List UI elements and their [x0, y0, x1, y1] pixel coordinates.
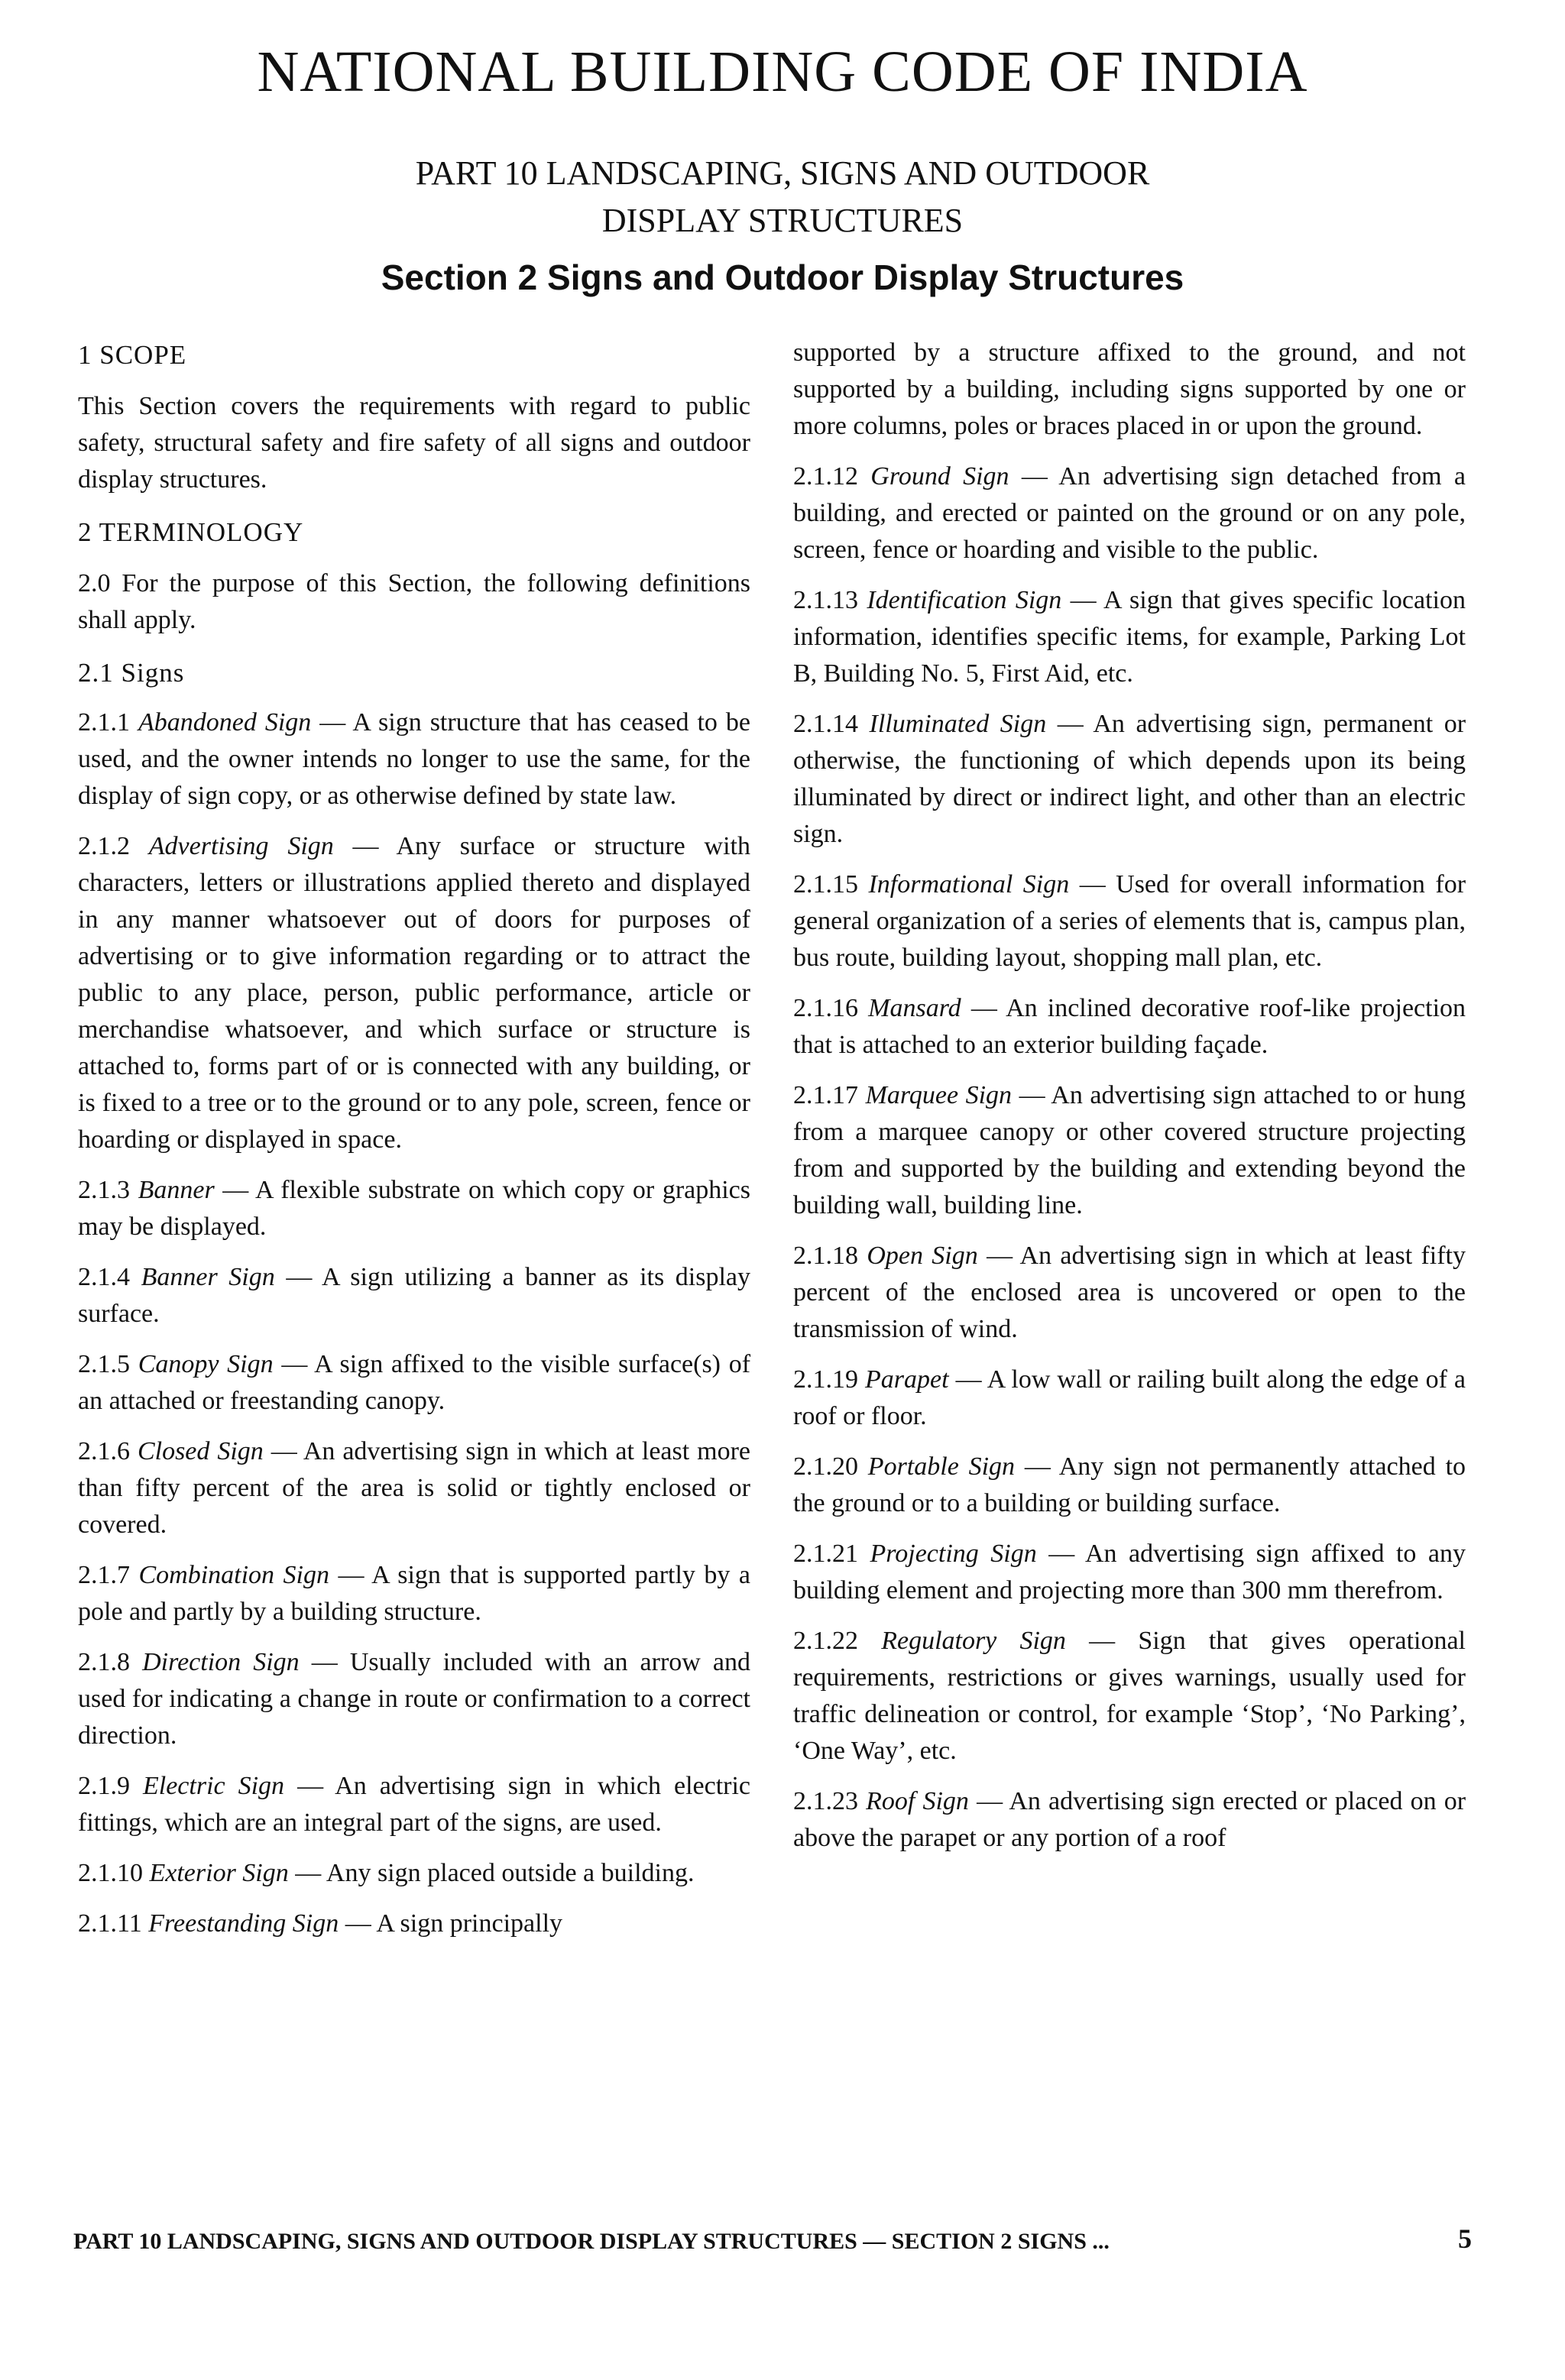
- defined-term: Informational Sign: [868, 870, 1070, 899]
- definition-text: — An advertising sign detached from a building, and erected or painted on the ground or on any pole, screen, fence or hoarding and visible to the public.: [793, 462, 1466, 564]
- part-title-line1: PART 10 LANDSCAPING, SIGNS AND OUTDOOR: [415, 154, 1150, 192]
- definition-2-1-7: [78, 1557, 750, 1630]
- definition-2-1-15: [793, 866, 1466, 976]
- defined-term: Open Sign: [867, 1242, 978, 1270]
- section-title: Section 2 Signs and Outdoor Display Structures: [381, 257, 1184, 297]
- definition-text: — An advertising sign in which at least fifty percent of the enclosed area is uncovered or open to the transmission of wind.: [793, 1242, 1466, 1343]
- definition-2-1-2: [78, 828, 750, 1158]
- clause-number: 2.1.2: [78, 832, 130, 860]
- clause-number: 2.1.16: [793, 994, 858, 1022]
- defined-term: Regulatory Sign: [881, 1627, 1066, 1655]
- clause-number: 2.1.8: [78, 1648, 130, 1676]
- definition-2-1-22: [793, 1623, 1466, 1770]
- clause-number: 2.1.21: [793, 1540, 858, 1568]
- definition-2-1-17: [793, 1077, 1466, 1224]
- definition-text: — Any sign placed outside a building.: [295, 1859, 695, 1887]
- definition-text: — An advertising sign erected or placed on or above the parapet or any portion of a roof: [793, 1787, 1466, 1852]
- definition-text: — Usually included with an arrow and used for indicating a change in route or confirmation to a correct direction.: [78, 1648, 751, 1750]
- clause-number: 2.1.7: [78, 1561, 130, 1589]
- clause-number: 2.1.22: [793, 1627, 858, 1655]
- clause-number: 2.1.14: [793, 710, 858, 738]
- definition-2-1-19: [793, 1362, 1466, 1435]
- definition-text: — An advertising sign, permanent or otherwise, the functioning of which depends upon its being illuminated by direct or indirect light, and other than an electric sign.: [793, 710, 1466, 848]
- definition-2-1-8: [78, 1644, 750, 1754]
- scope-heading: 1 SCOPE: [78, 340, 187, 370]
- defined-term: Exterior Sign: [149, 1859, 289, 1887]
- clause-number: 2.1.5: [78, 1350, 130, 1378]
- defined-term: Projecting Sign: [870, 1540, 1037, 1568]
- definition-2-1-9: [78, 1768, 750, 1841]
- page-number: 5: [1458, 2223, 1472, 2254]
- defined-term: Electric Sign: [143, 1772, 285, 1800]
- definition-2-1-3: [78, 1172, 750, 1245]
- part-title: [0, 150, 1565, 244]
- clause-number: 2.1.10: [78, 1859, 143, 1887]
- definition-text: — An advertising sign in which at least more than fifty percent of the area is solid or tightly enclosed or covered.: [78, 1437, 750, 1539]
- definition-2-1-6: [78, 1433, 750, 1543]
- definition-text: — An inclined decorative roof-like projection that is attached to an exterior building façade.: [793, 994, 1466, 1059]
- definition-2-1-1: [78, 704, 750, 814]
- definition-2-1-20: [793, 1449, 1466, 1522]
- definition-2-1-21: [793, 1536, 1466, 1609]
- definition-text: — A flexible substrate on which copy or graphics may be displayed.: [78, 1176, 751, 1241]
- definition-text: — An advertising sign attached to or hung from a marquee canopy or other covered structure projecting from and supported by the building and extending beyond the building wall, building line.: [793, 1081, 1466, 1219]
- defined-term: Roof Sign: [866, 1787, 969, 1815]
- scope-paragraph: This Section covers the requirements with regard to public safety, structural safety and fire safety of all signs and outdoor display structures.: [78, 392, 750, 494]
- defined-term: Marquee Sign: [865, 1081, 1013, 1109]
- defined-term: Freestanding Sign: [148, 1909, 339, 1938]
- definition-2-1-10: [78, 1855, 750, 1892]
- defined-term: Identification Sign: [867, 586, 1062, 614]
- clause-number: 2.1.11: [78, 1909, 142, 1938]
- definition-text: — Sign that gives operational requirements, restrictions or gives warnings, usually used for traffic delineation or control, for example ‘Stop’, ‘No Parking’, ‘One Way’, etc.: [793, 1627, 1466, 1765]
- definition-text: — A sign structure that has ceased to be used, and the owner intends no longer to use the same, for the display of sign copy, or as otherwise defined by state law.: [78, 708, 750, 810]
- definition-text: — A sign that is supported partly by a pole and partly by a building structure.: [78, 1561, 750, 1626]
- definition-2-1-18: [793, 1238, 1466, 1348]
- definition-2-1-13: [793, 582, 1466, 692]
- clause-number: 2.1.13: [793, 586, 858, 614]
- defined-term: Banner: [138, 1176, 215, 1204]
- definition-text: — Used for overall information for general organization of a series of elements that is, campus plan, bus route, building layout, shopping mall plan, etc.: [793, 870, 1466, 972]
- defined-term: Mansard: [868, 994, 961, 1022]
- defined-term: Advertising Sign: [148, 832, 334, 860]
- signs-heading: 2.1 Signs: [78, 658, 185, 688]
- defined-term: Banner Sign: [141, 1263, 275, 1291]
- part-title-line2: DISPLAY STRUCTURES: [601, 202, 964, 239]
- definition-2-1-11: [78, 1906, 750, 1942]
- definition-text: — An advertising sign in which electric fittings, which are an integral part of the signs, are used.: [78, 1772, 751, 1837]
- definition-text: — An advertising sign affixed to any building element and projecting more than 300 mm therefrom.: [793, 1540, 1466, 1604]
- definition-text: — Any sign not permanently attached to the ground or to a building or building surface.: [793, 1452, 1466, 1517]
- clause-text: For the purpose of this Section, the following definitions shall apply.: [78, 569, 750, 634]
- definition-2-1-5: [78, 1346, 750, 1420]
- definition-text: — Any surface or structure with characters, letters or illustrations applied thereto and displayed in any manner whatsoever out of doors for purposes of advertising or to give information regarding or to attract the public to any place, person, public performance, article or merchandise whatsoever, and which surface or structure is attached to, forms part of or is connected with any building, or is fixed to a tree or to the ground or to any pole, screen, fence or hoarding or displayed in space.: [78, 832, 750, 1154]
- definition-text: — A sign affixed to the visible surface(s) of an attached or freestanding canopy.: [78, 1350, 751, 1415]
- definition-2-1-11-continued: supported by a structure affixed to the ground, and not supported by a building, including signs supported by one or more columns, poles or braces placed in or upon the ground.: [793, 338, 1466, 440]
- definition-2-1-12: [793, 458, 1466, 568]
- right-column: [793, 335, 1466, 1870]
- clause-number: 2.1.12: [793, 462, 858, 491]
- clause-number: 2.1.20: [793, 1452, 858, 1481]
- clause-number: 2.0: [78, 569, 111, 597]
- definition-2-1-14: [793, 706, 1466, 853]
- clause-2-0: [78, 565, 750, 639]
- definition-2-1-16: [793, 990, 1466, 1064]
- clause-number: 2.1.3: [78, 1176, 130, 1204]
- left-column: [78, 335, 750, 1956]
- clause-number: 2.1.4: [78, 1263, 130, 1291]
- defined-term: Combination Sign: [138, 1561, 329, 1589]
- definition-2-1-23: [793, 1783, 1466, 1857]
- clause-number: 2.1.6: [78, 1437, 130, 1465]
- terminology-heading: 2 TERMINOLOGY: [78, 517, 304, 547]
- clause-number: 2.1.15: [793, 870, 858, 899]
- defined-term: Canopy Sign: [138, 1350, 274, 1378]
- defined-term: Closed Sign: [137, 1437, 264, 1465]
- defined-term: Direction Sign: [142, 1648, 300, 1676]
- clause-number: 2.1.1: [78, 708, 130, 737]
- definition-2-1-4: [78, 1259, 750, 1332]
- clause-number: 2.1.23: [793, 1787, 858, 1815]
- clause-number: 2.1.19: [793, 1365, 858, 1394]
- defined-term: Portable Sign: [867, 1452, 1016, 1481]
- running-footer: PART 10 LANDSCAPING, SIGNS AND OUTDOOR DISPLAY STRUCTURES — SECTION 2 SIGNS ...: [73, 2229, 1110, 2254]
- document-title: NATIONAL BUILDING CODE OF INDIA: [257, 40, 1308, 104]
- defined-term: Ground Sign: [870, 462, 1009, 491]
- definition-text: — A sign principally: [345, 1909, 563, 1938]
- defined-term: Abandoned Sign: [138, 708, 312, 737]
- defined-term: Illuminated Sign: [869, 710, 1047, 738]
- definition-text: — A sign that gives specific location information, identifies specific items, for example, Parking Lot B, Building No. 5, First Aid, etc.: [793, 586, 1466, 688]
- defined-term: Parapet: [865, 1365, 949, 1394]
- clause-number: 2.1.17: [793, 1081, 858, 1109]
- clause-number: 2.1.18: [793, 1242, 858, 1270]
- clause-number: 2.1.9: [78, 1772, 130, 1800]
- definition-text: — A sign utilizing a banner as its display surface.: [78, 1263, 751, 1328]
- definition-text: — A low wall or railing built along the edge of a roof or floor.: [793, 1365, 1466, 1430]
